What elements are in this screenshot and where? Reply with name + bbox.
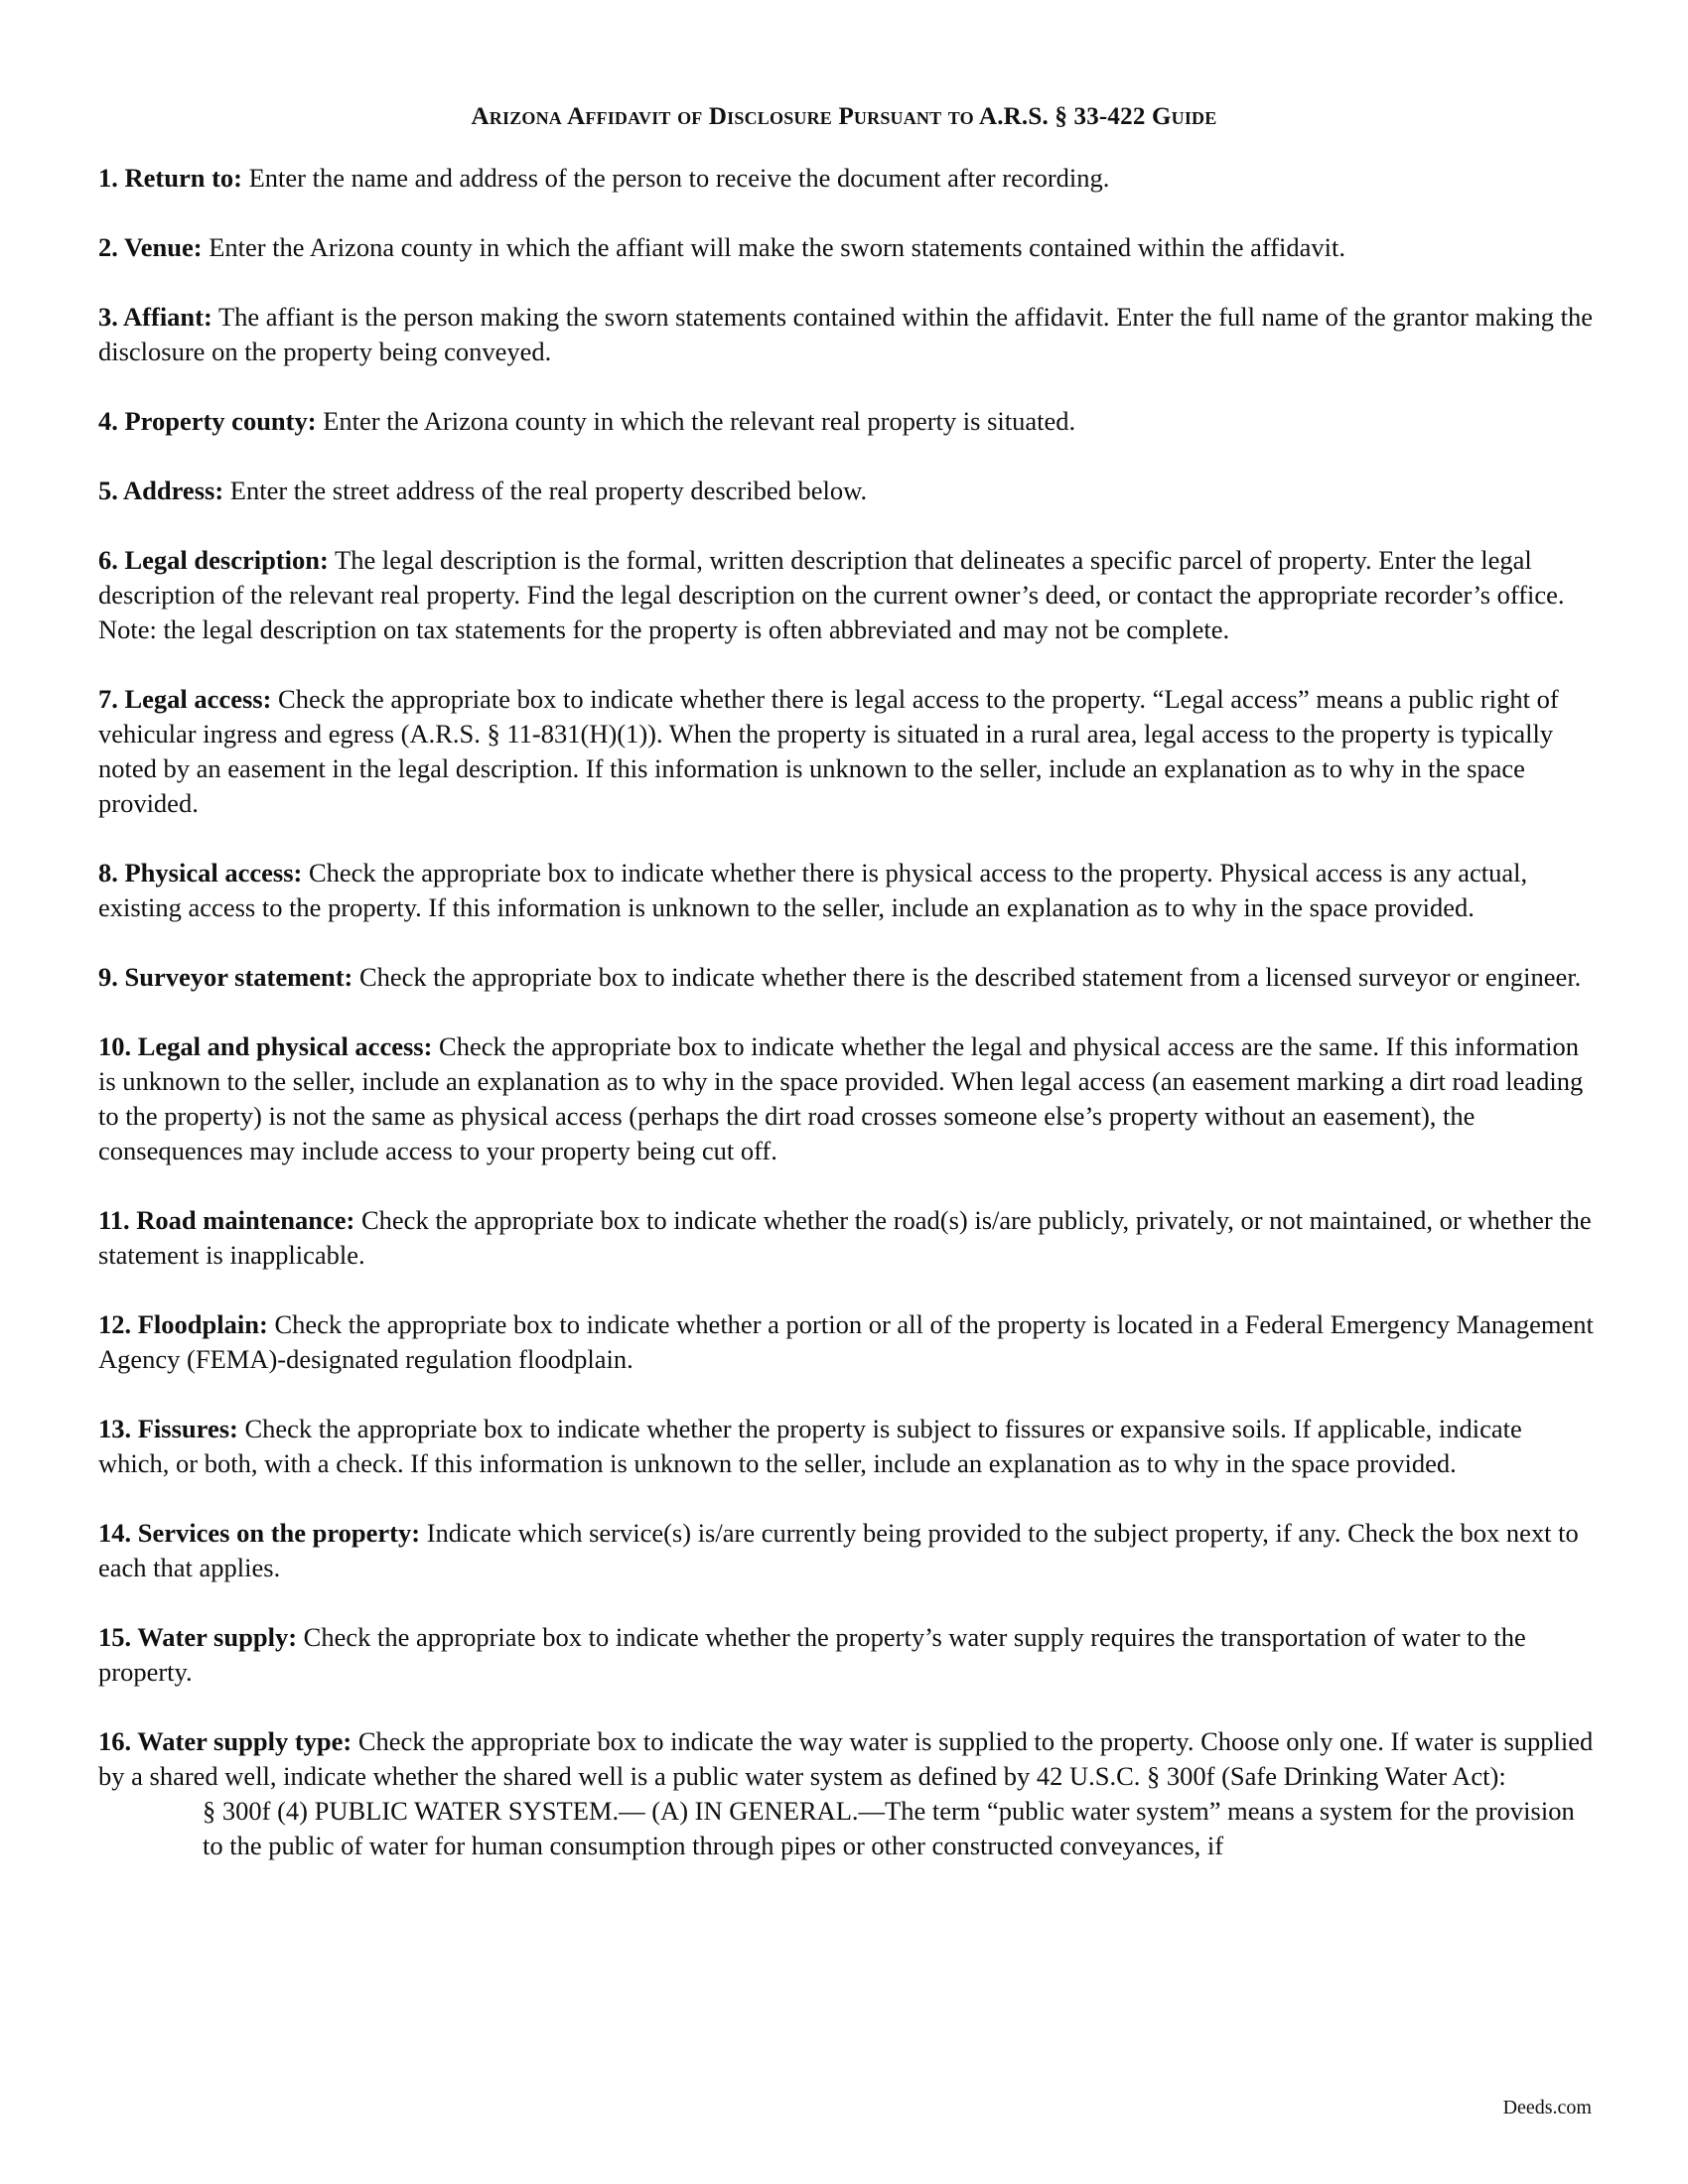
item-text: Check the appropriate box to indicate whether there is legal access to the property. “Legal access” means a public right of vehicular ingress and egress (A.R.S. § 11-831(H)(1)). When the property is situated in a rural area, legal access to the property is typically noted by an easement in the legal description. If this information is unknown to the seller, include an explanation as to why in the space provided. [98,684,1559,818]
guide-item-water-supply-type [98,1724,1598,1794]
item-text: Check the appropriate box to indicate whether the road(s) is/are publicly, privately, or not maintained, or whether the statement is inapplicable. [98,1205,1592,1270]
document-title: Arizona Affidavit of Disclosure Pursuant to A.R.S. § 33-422 Guide [471,103,1217,130]
guide-item-legal-access [98,682,1598,821]
item-text: The affiant is the person making the sworn statements contained within the affidavit. Enter the full name of the grantor making the disclosure on the property being conveyed. [98,302,1593,366]
item-label: 13. Fissures: [98,1414,238,1443]
guide-item-legal-and-physical-access [98,1029,1598,1168]
guide-item-floodplain [98,1307,1598,1377]
guide-item-venue [98,230,1598,265]
item-label: 5. Address: [98,476,224,505]
item-text: Check the appropriate box to indicate whether a portion or all of the property is located in a Federal Emergency Management Agency (FEMA)-designated regulation floodplain. [98,1309,1594,1374]
guide-item-affiant [98,300,1598,369]
item-label: 3. Affiant: [98,302,212,332]
item-label: 15. Water supply: [98,1622,298,1652]
item-label: 2. Venue: [98,232,203,262]
item-text: Enter the Arizona county in which the affiant will make the sworn statements contained within the affidavit. [202,232,1346,262]
item-text: Indicate which service(s) is/are currently being provided to the subject property, if any. Check the box next to each that applies. [98,1518,1579,1582]
item-text: The legal description is the formal, written description that delineates a specific parcel of property. Enter the legal description of the relevant real property. Find the legal description on the current owner’s deed, or contact the appropriate recorder’s office. Note: the legal description on tax statements for the property is often abbreviated and may not be complete. [98,545,1565,644]
item-label: 11. Road maintenance: [98,1205,355,1235]
item-label: 4. Property county: [98,406,317,436]
item-text: Enter the name and address of the person to receive the document after recording. [242,163,1110,193]
item-text: Check the appropriate box to indicate whether there is physical access to the property. Physical access is any actual, existing access to the property. If this information is unknown to the seller, include an explanation as to why in the space provided. [98,858,1528,922]
item-text: Check the appropriate box to indicate whether the property’s water supply requires the transportation of water to the property. [98,1622,1526,1687]
item-label: 1. Return to: [98,163,242,193]
statute-quote: § 300f (4) PUBLIC WATER SYSTEM.— (A) IN GENERAL.—The term “public water system” means a system for the provision to the public of water for human consumption through pipes or other constructed conveyances, if [203,1796,1575,1860]
item-label: 8. Physical access: [98,858,303,887]
guide-item-fissures [98,1412,1598,1481]
item-text: Check the appropriate box to indicate whether the legal and physical access are the same. If this information is unknown to the seller, include an explanation as to why in the space provided. When legal access (an easement marking a dirt road leading to the property) is not the same as physical access (perhaps the dirt road crosses someone else’s property without an easement), the consequences may include access to your property being cut off. [98,1031,1584,1165]
item-label: 9. Surveyor statement: [98,962,353,992]
guide-item-road-maintenance [98,1203,1598,1273]
item-label: 6. Legal description: [98,545,329,575]
guide-item-legal-description [98,543,1598,647]
item-text: Check the appropriate box to indicate whether there is the described statement from a licensed surveyor or engineer. [352,962,1582,992]
item-label: 10. Legal and physical access: [98,1031,433,1061]
guide-item-physical-access [98,856,1598,925]
item-label: 16. Water supply type: [98,1726,352,1756]
item-label: 12. Floodplain: [98,1309,268,1339]
item-text: Enter the Arizona county in which the relevant real property is situated. [316,406,1076,436]
guide-body [98,161,1598,1863]
item-text: Check the appropriate box to indicate the way water is supplied to the property. Choose only one. If water is supplied by a shared well, indicate whether the shared well is a public water system as defined by 42 U.S.C. § 300f (Safe Drinking Water Act): [98,1726,1594,1791]
guide-item-address [98,474,1598,508]
item-label: 7. Legal access: [98,684,272,714]
guide-item-surveyor-statement [98,960,1598,995]
item-label: 14. Services on the property: [98,1518,421,1548]
guide-item-return-to [98,161,1598,196]
guide-item-water-supply [98,1620,1598,1690]
guide-item-property-county [98,404,1598,439]
item-text: Enter the street address of the real property described below. [223,476,868,505]
footer-brand: Deeds.com [1502,2097,1592,2118]
guide-item-services [98,1516,1598,1585]
item-text: Check the appropriate box to indicate whether the property is subject to fissures or expansive soils. If applicable, indicate which, or both, with a check. If this information is unknown to the seller, include an explanation as to why in the space provided. [98,1414,1522,1478]
